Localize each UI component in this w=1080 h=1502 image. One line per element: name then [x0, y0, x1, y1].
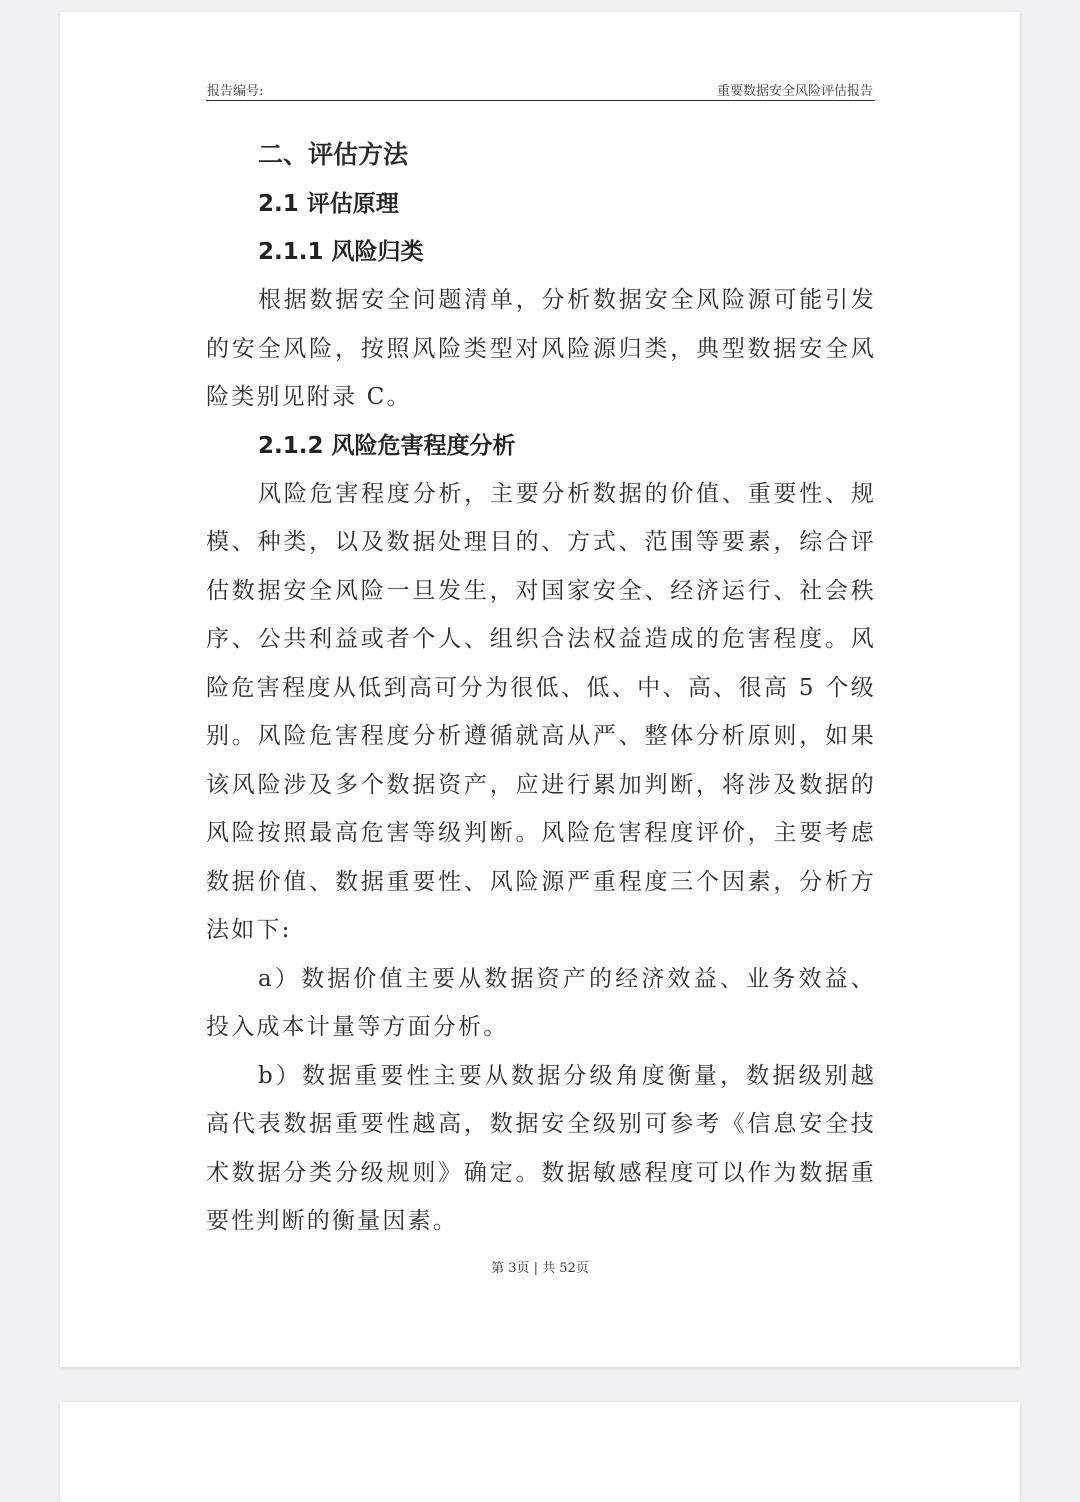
paragraph-1: 根据数据安全问题清单，分析数据安全风险源可能引发的安全风险，按照风险类型对风险源归类，典型数据安全风险类别见附录 C。	[206, 287, 876, 410]
report-title: 重要数据安全风险评估报告	[716, 84, 873, 99]
subsubsection-title-1: 2.1.1 风险归类	[258, 239, 424, 265]
page-content	[206, 130, 876, 1246]
paragraph-3: a）数据价值主要从数据资产的经济效益、业务效益、投入成本计量等方面分析。	[206, 965, 876, 1040]
report-number-label: 报告编号:	[207, 84, 264, 99]
subsubsection-title-2: 2.1.2 风险危害程度分析	[258, 432, 516, 459]
section-title: 二、评估方法	[258, 140, 409, 169]
paragraph-4: b）数据重要性主要从数据分级角度衡量，数据级别越高代表数据重要性越高，数据安全级别可参考《信息安全技术数据分类分级规则》确定。数据敏感程度可以作为数据重要性判断的衡量因素。	[206, 1062, 876, 1234]
page-number: 第 3页 | 共 52页	[491, 1261, 589, 1276]
next-page	[60, 1402, 1020, 1502]
document-page	[60, 12, 1020, 1367]
page-header	[206, 78, 875, 101]
paragraph-2: 风险危害程度分析，主要分析数据的价值、重要性、规模、种类，以及数据处理目的、方式、范围等要素，综合评估数据安全风险一旦发生，对国家安全、经济运行、社会秩序、公共利益或者个人、组织合法权益造成的危害程度。风险危害程度从低到高可分为很低、低、中、高、很高 5 个级别。风险危害程度分析遵循就高从严、整体分析原则，如果该风险涉及多个数据资产，应进行累加判断，将涉及数据的风险按照最高危害等级判断。风险危害程度评价，主要考虑数据价值、数据重要性、风险源严重程度三个因素，分析方法如下:	[206, 480, 876, 943]
subsection-title: 2.1 评估原理	[258, 191, 399, 217]
